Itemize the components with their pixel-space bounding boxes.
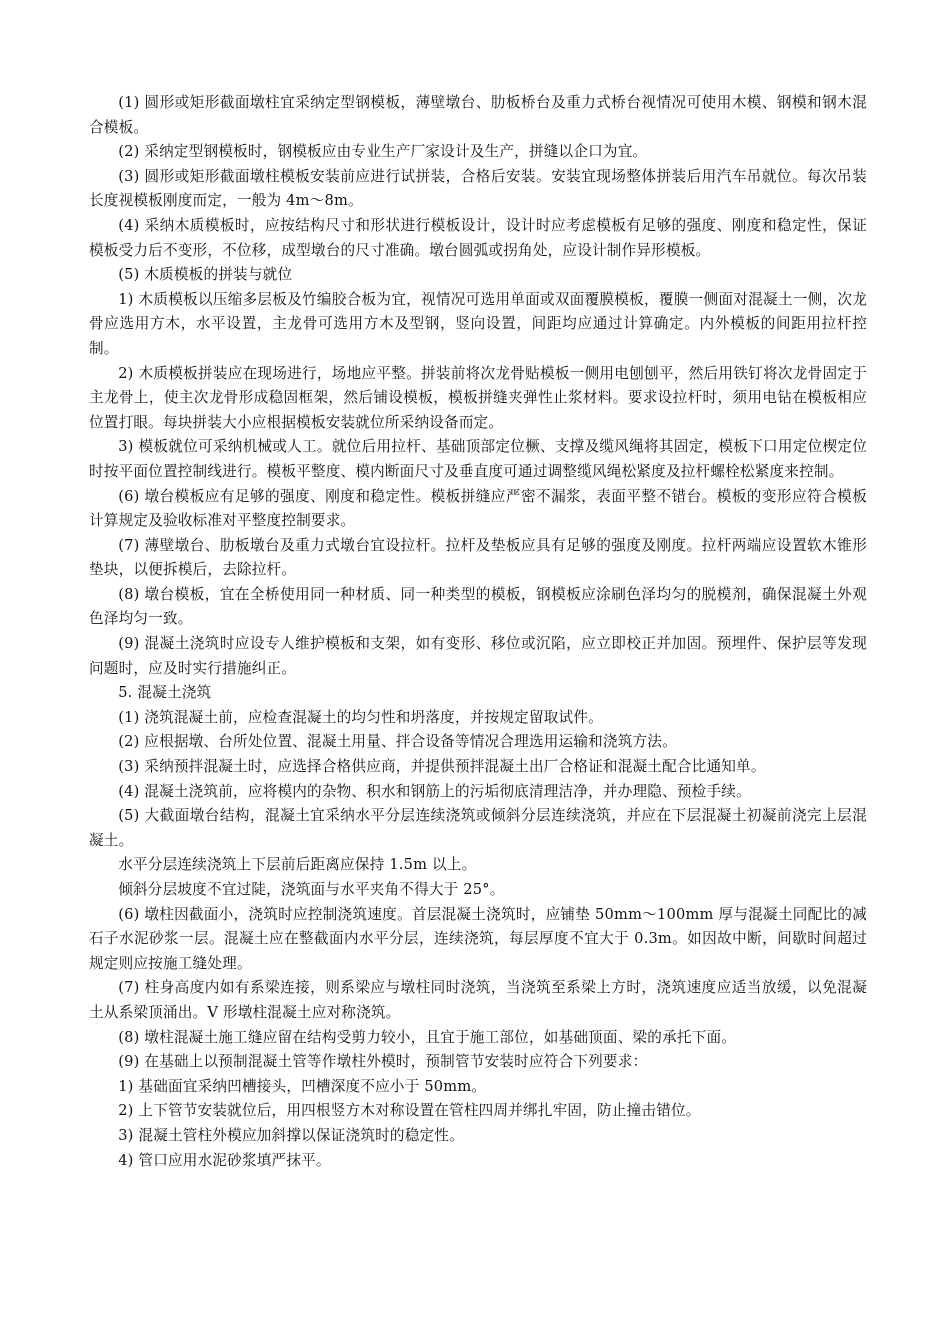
paragraph-15: (2) 应根据墩、台所处位置、混凝土用量、拌合设备等情况合理选用运输和浇筑方法。 <box>118 733 677 751</box>
paragraph-24: (9) 在基础上以预制混凝土管等作墩柱外模时，预制管节安装时应符合下列要求： <box>118 1053 648 1071</box>
paragraph-8: 3) 模板就位可采纳机械或人工。就位后用拉杆、基础顶部定位橛、支撑及缆风绳将其固定，模板下口用定位楔定位时按平面位置控制线进行。模板平整度、模内断面尺寸及垂直度可通过调整缆风绳松紧度及拉杆螺栓松紧度来控制。 <box>89 438 867 480</box>
paragraph-14: (1) 浇筑混凝土前，应检查混凝土的均匀性和坍落度，并按规定留取试件。 <box>118 708 603 726</box>
paragraph-26: 2) 上下管节安装就位后，用四根竖方木对称设置在管柱四周并绑扎牢固，防止撞击错位。 <box>118 1102 701 1120</box>
paragraph-10: (7) 薄壁墩台、肋板墩台及重力式墩台宜设拉杆。拉杆及垫板应具有足够的强度及刚度。拉杆两端应设置软木锥形垫块，以便拆模后，去除拉杆。 <box>89 536 867 579</box>
document-page <box>89 91 867 1173</box>
paragraph-27: 3) 混凝土管柱外模应加斜撑以保证浇筑时的稳定性。 <box>118 1126 464 1144</box>
paragraph-21: (6) 墩柱因截面小，浇筑时应控制浇筑速度。首层混凝土浇筑时，应铺垫 50mm～100mm 厚与混凝土同配比的减石子水泥砂浆一层。混凝土应在整截面内水平分层，连续浇筑，每层厚度不宜大于 0.3m。如因故中断，间歇时间超过规定则应按施工缝处理。 <box>89 905 867 972</box>
paragraph-1: (1) 圆形或矩形截面墩柱宜采纳定型钢模板，薄壁墩台、肋板桥台及重力式桥台视情况可使用木模、钢模和钢木混合模板。 <box>89 94 867 136</box>
paragraph-6: 1) 木质模板以压缩多层板及竹编胶合板为宜，视情况可选用单面或双面覆膜模板，覆膜一侧面对混凝土一侧，次龙骨应选用方木，水平设置，主龙骨可选用方木及型钢，竖向设置，间距均应通过计算确定。内外模板的间距用拉杆控制。 <box>89 290 867 357</box>
paragraph-22: (7) 柱身高度内如有系梁连接，则系梁应与墩柱同时浇筑，当浇筑至系梁上方时，浇筑速度应适当放缓，以免混凝土从系梁顶涌出。V 形墩柱混凝土应对称浇筑。 <box>89 979 867 1021</box>
paragraph-7: 2) 木质模板拼装应在现场进行，场地应平整。拼装前将次龙骨贴模板一侧用电刨刨平，然后用铁钉将次龙骨固定于主龙骨上，使主次龙骨形成稳固框架，然后铺设模板，模板拼缝夹弹性止浆材料。要求设拉杆时，须用电钻在模板相应位置打眼。每块拼装大小应根据模板安装就位所采纳设备而定。 <box>89 364 867 431</box>
paragraph-3: (3) 圆形或矩形截面墩柱模板安装前应进行试拼装，合格后安装。安装宜现场整体拼装后用汽车吊就位。每次吊装长度视模板刚度而定，一般为 4m～8m。 <box>89 167 867 210</box>
paragraph-20: 倾斜分层坡度不宜过陡，浇筑面与水平夹角不得大于 25°。 <box>118 881 505 898</box>
paragraph-9: (6) 墩台模板应有足够的强度、刚度和稳定性。模板拼缝应严密不漏浆，表面平整不错台。模板的变形应符合模板计算规定及验收标准对平整度控制要求。 <box>89 487 867 530</box>
paragraph-23: (8) 墩柱混凝土施工缝应留在结构受剪力较小，且宜于施工部位，如基础顶面、梁的承托下面。 <box>118 1028 737 1046</box>
paragraph-11: (8) 墩台模板，宜在全桥使用同一种材质、同一种类型的模板，钢模板应涂刷色泽均匀的脱模剂，确保混凝土外观色泽均匀一致。 <box>89 585 867 628</box>
paragraph-12: (9) 混凝土浇筑时应设专人维护模板和支架，如有变形、移位或沉陷，应立即校正并加固。预埋件、保护层等发现问题时，应及时实行措施纠正。 <box>89 635 867 677</box>
paragraph-25: 1) 基础面宜采纳凹槽接头，凹槽深度不应小于 50mm。 <box>118 1077 487 1095</box>
paragraph-28: 4) 管口应用水泥砂浆填严抹平。 <box>118 1151 331 1169</box>
paragraph-19: 水平分层连续浇筑上下层前后距离应保持 1.5m 以上。 <box>118 856 477 874</box>
paragraph-17: (4) 混凝土浇筑前，应将模内的杂物、积水和钢筋上的污垢彻底清理洁净，并办理隐、预检手续。 <box>118 782 751 800</box>
paragraph-5: (5) 木质模板的拼装与就位 <box>118 266 293 284</box>
paragraph-16: (3) 采纳预拌混凝土时，应选择合格供应商，并提供预拌混凝土出厂合格证和混凝土配合比通知单。 <box>118 758 766 776</box>
section-heading: 5. 混凝土浇筑 <box>118 684 212 702</box>
paragraph-18: (5) 大截面墩台结构，混凝土宜采纳水平分层连续浇筑或倾斜分层连续浇筑，并应在下层混凝土初凝前浇完上层混凝土。 <box>89 807 867 849</box>
paragraph-4: (4) 采纳木质模板时，应按结构尺寸和形状进行模板设计，设计时应考虑模板有足够的强度、刚度和稳定性，保证模板受力后不变形，不位移，成型墩台的尺寸准确。墩台圆弧或拐角处，应设计制作异形模板。 <box>89 216 867 259</box>
paragraph-2: (2) 采纳定型钢模板时，钢模板应由专业生产厂家设计及生产，拼缝以企口为宜。 <box>118 143 648 161</box>
